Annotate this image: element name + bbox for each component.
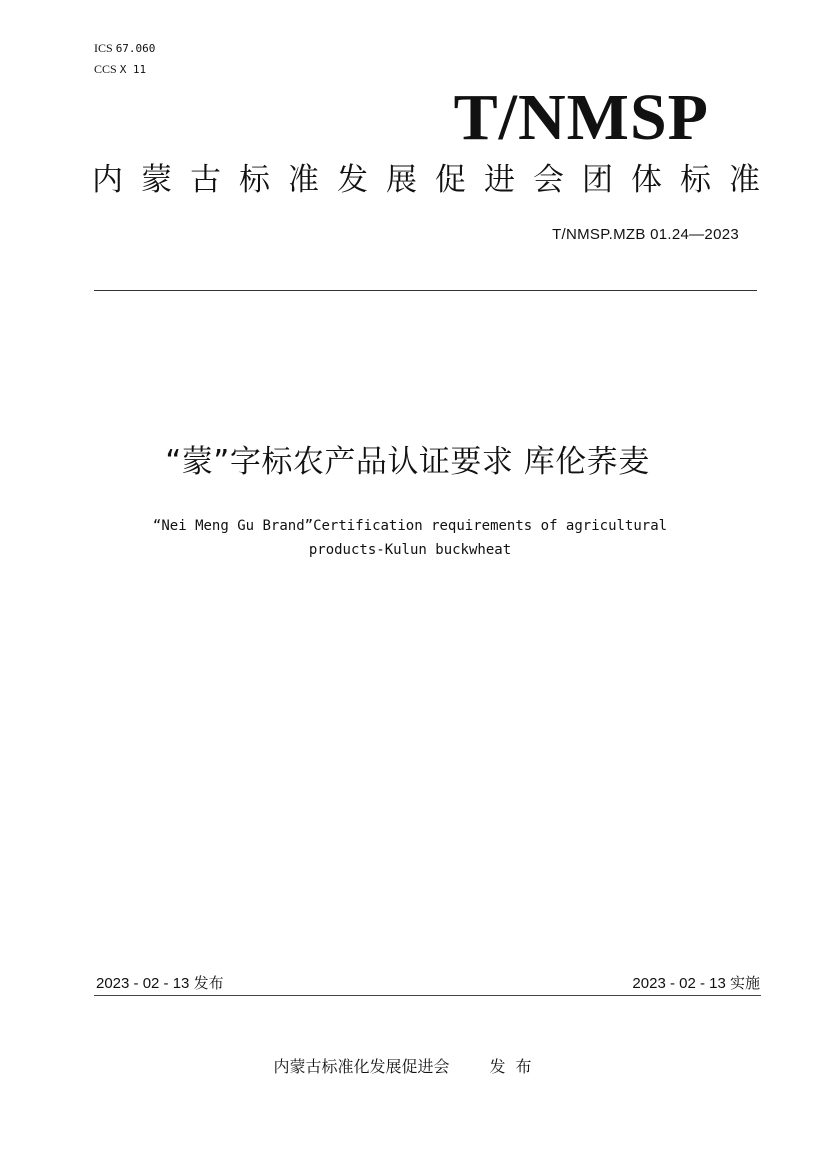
org-title-char: 进 bbox=[484, 162, 515, 198]
org-title-char: 蒙 bbox=[141, 162, 172, 198]
org-title-char: 内 bbox=[92, 162, 123, 198]
org-title-char: 体 bbox=[631, 162, 662, 198]
publisher-line bbox=[0, 1054, 815, 1077]
ccs-label: CCS bbox=[94, 62, 117, 76]
header-divider bbox=[94, 290, 757, 291]
chinese-title: “蒙”字标农产品认证要求 库伦荞麦 bbox=[165, 444, 650, 480]
organization-title bbox=[92, 158, 760, 202]
standard-number: T/NMSP.MZB 01.24—2023 bbox=[552, 226, 739, 243]
english-title-line-2: products-Kulun buckwheat bbox=[308, 542, 512, 558]
org-title-char: 团 bbox=[582, 162, 613, 198]
ccs-classification bbox=[94, 62, 146, 77]
implement-date: 2023 - 02 - 13 实施 bbox=[632, 975, 760, 992]
publisher-name: 内蒙古标准化发展促进会 bbox=[273, 1057, 450, 1076]
publisher-action: 发布 bbox=[489, 1057, 542, 1076]
english-title bbox=[80, 514, 740, 562]
org-title-char: 标 bbox=[680, 162, 711, 198]
footer-divider bbox=[94, 995, 761, 996]
org-title-char: 促 bbox=[435, 162, 466, 198]
publish-date: 2023 - 02 - 13 发布 bbox=[96, 975, 224, 992]
org-title-char: 会 bbox=[533, 162, 564, 198]
ccs-code: X 11 bbox=[119, 63, 147, 76]
ics-classification bbox=[94, 41, 155, 56]
org-title-char: 准 bbox=[729, 162, 760, 198]
ics-label: ICS bbox=[94, 41, 113, 55]
org-title-char: 发 bbox=[337, 162, 368, 198]
brand-logo-text: T/NMSP bbox=[453, 81, 709, 154]
org-title-char: 标 bbox=[239, 162, 270, 198]
ics-code: 67.060 bbox=[115, 42, 156, 55]
org-title-char: 古 bbox=[190, 162, 221, 198]
english-title-line-1: “Nei Meng Gu Brand”Certification requirements of agricultural bbox=[152, 518, 668, 534]
org-title-char: 展 bbox=[386, 162, 417, 198]
org-title-char: 准 bbox=[288, 162, 319, 198]
